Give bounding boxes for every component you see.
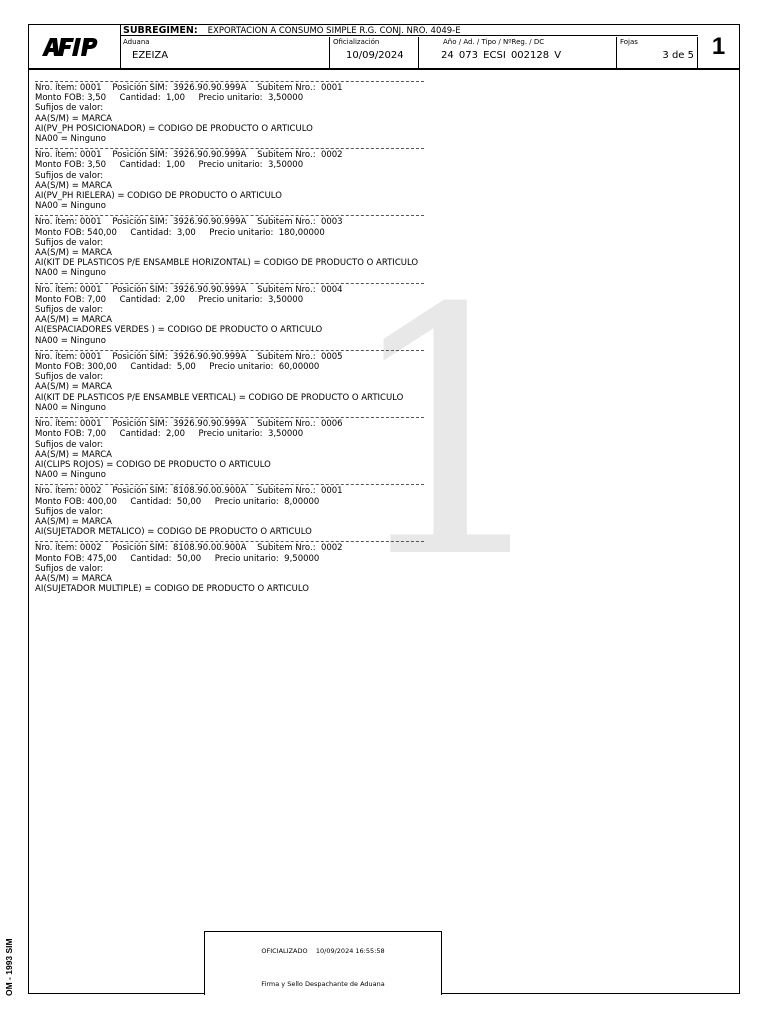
registro-cell [419,37,617,68]
form-code-label: OM - 1993 SIM [4,938,14,996]
item-line: NA00 = Ninguno [35,201,106,212]
item-line: Nro. ítem: 0001 Posición SIM: 3926.90.90.999A Subitem Nro.: 0006 [35,419,343,430]
item-line: Monto FOB: 300,00 Cantidad: 5,00 Precio unitario: 60,00000 [35,362,320,373]
item-line: AI(SUJETADOR MULTIPLE) = CODIGO DE PRODUCTO O ARTICULO [35,584,309,595]
oficializacion-value: 10/09/2024 [346,50,404,61]
item-line: AI(CLIPS ROJOS) = CODIGO DE PRODUCTO O ARTICULO [35,459,271,470]
item-block [35,418,725,484]
item-block [35,542,725,598]
watermark-number: 1 [342,237,559,633]
item-line: Nro. ítem: 0002 Posición SIM: 8108.90.00.900A Subitem Nro.: 0001 [35,486,343,497]
subregimen-label: SUBREGIMEN: [123,25,198,36]
fojas-label: Fojas [620,38,638,46]
fojas-value: 3 de 5 [662,50,694,61]
item-line: NA00 = Ninguno [35,402,106,413]
item-line: Sufijos de valor: [35,237,104,248]
item-line: Sufijos de valor: [35,439,104,450]
oficializacion-label: Oficialización [333,38,380,46]
item-line: AI(SUJETADOR METALICO) = CODIGO DE PRODUCTO O ARTICULO [35,527,312,538]
item-line: Nro. ítem: 0002 Posición SIM: 8108.90.00.900A Subitem Nro.: 0002 [35,543,343,554]
document-page [28,24,740,994]
item-line: Sufijos de valor: [35,506,104,517]
signature-box [204,931,442,995]
item-line: AA(S/M) = MARCA [35,113,112,124]
item-line: AA(S/M) = MARCA [35,449,112,460]
item-line: AA(S/M) = MARCA [35,315,112,326]
item-line: AA(S/M) = MARCA [35,573,112,584]
item-line: Monto FOB: 3,50 Cantidad: 1,00 Precio unitario: 3,50000 [35,93,304,104]
item-line: Nro. ítem: 0001 Posición SIM: 3926.90.90.999A Subitem Nro.: 0004 [35,284,343,295]
registro-value: 24 073 ECSI 002128 V [441,50,562,61]
aduana-value: EZEIZA [132,50,169,61]
item-line: NA00 = Ninguno [35,268,106,279]
item-line: Monto FOB: 7,00 Cantidad: 2,00 Precio unitario: 3,50000 [35,294,304,305]
item-line: NA00 = Ninguno [35,134,106,145]
item-line: AA(S/M) = MARCA [35,248,112,259]
signature-caption: Firma y Sello Despachante de Aduana [261,980,385,988]
item-line: Monto FOB: 3,50 Cantidad: 1,00 Precio unitario: 3,50000 [35,160,304,171]
item-list [35,81,725,633]
item-line: NA00 = Ninguno [35,335,106,346]
item-block [35,149,725,215]
item-line: Sufijos de valor: [35,372,104,383]
item-line: Nro. ítem: 0001 Posición SIM: 3926.90.90.999A Subitem Nro.: 0002 [35,150,343,161]
item-line: AA(S/M) = MARCA [35,180,112,191]
item-line: AA(S/M) = MARCA [35,382,112,393]
item-block [35,284,725,350]
item-line: AI(KIT DE PLASTICOS P/E ENSAMBLE HORIZONTAL) = CODIGO DE PRODUCTO O ARTICULO [35,258,419,269]
copy-number: 1 [711,32,726,60]
item-line: AI(PV_PH RIELERA) = CODIGO DE PRODUCTO O ARTICULO [35,191,282,202]
item-line: Sufijos de valor: [35,103,104,114]
oficializacion-cell [330,37,419,68]
registro-label: Año / Ad. / Tipo / NºReg. / DC [443,38,545,46]
item-line: Sufijos de valor: [35,305,104,316]
item-block [35,485,725,541]
item-line: AI(KIT DE PLASTICOS P/E ENSAMBLE VERTICAL) = CODIGO DE PRODUCTO O ARTICULO [35,392,404,403]
item-line: Monto FOB: 475,00 Cantidad: 50,00 Precio unitario: 9,50000 [35,553,320,564]
aduana-label: Aduana [123,38,150,46]
item-line: Nro. ítem: 0001 Posición SIM: 3926.90.90.999A Subitem Nro.: 0001 [35,83,343,93]
item-line: AA(S/M) = MARCA [35,516,112,527]
afip-logo [29,25,121,68]
oficializado-stamp: OFICIALIZADO 10/09/2024 16:55:58 [261,947,385,955]
item-block [35,351,725,417]
item-line: Monto FOB: 540,00 Cantidad: 3,00 Precio unitario: 180,00000 [35,227,325,238]
item-line: Monto FOB: 400,00 Cantidad: 50,00 Precio unitario: 8,00000 [35,496,320,507]
subregimen-row [120,25,698,36]
item-line: AI(PV_PH POSICIONADOR) = CODIGO DE PRODUCTO O ARTICULO [35,123,313,134]
item-line: NA00 = Ninguno [35,470,106,481]
item-block [35,82,725,148]
item-line: Nro. ítem: 0001 Posición SIM: 3926.90.90.999A Subitem Nro.: 0003 [35,217,343,228]
document-header [29,25,739,70]
item-line: AI(ESPACIADORES VERDES ) = CODIGO DE PRODUCTO O ARTICULO [35,325,323,336]
afip-logo-icon [40,37,110,57]
item-block [35,216,725,282]
fojas-cell [617,37,698,68]
item-line: Nro. ítem: 0001 Posición SIM: 3926.90.90.999A Subitem Nro.: 0005 [35,351,343,362]
item-line: Monto FOB: 7,00 Cantidad: 2,00 Precio unitario: 3,50000 [35,429,304,440]
item-line: Sufijos de valor: [35,563,104,574]
subregimen-value: EXPORTACION A CONSUMO SIMPLE R.G. CONJ. NRO. 4049-E [207,26,461,36]
item-line: Sufijos de valor: [35,170,104,181]
aduana-cell [120,37,330,68]
